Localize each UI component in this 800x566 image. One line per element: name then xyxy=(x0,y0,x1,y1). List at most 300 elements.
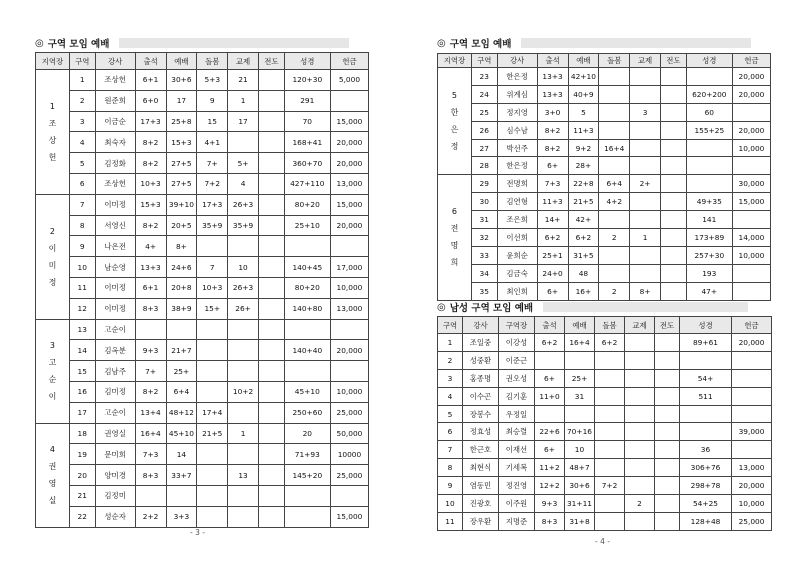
table-cell: 39,000 xyxy=(732,423,772,441)
table-cell xyxy=(258,485,284,506)
table-cell: 7+3 xyxy=(537,175,568,193)
table-row xyxy=(438,351,772,369)
table-cell: 7+3 xyxy=(135,444,166,465)
table-cell: 6 xyxy=(438,423,463,441)
table-cell: 6+4 xyxy=(599,175,630,193)
table-cell: 60 xyxy=(686,103,732,121)
table-cell: 32 xyxy=(471,229,497,247)
table-cell xyxy=(228,132,259,153)
table-row xyxy=(438,139,771,157)
table-row xyxy=(438,68,771,86)
table-cell xyxy=(228,236,259,257)
table-cell: 9+2 xyxy=(568,139,599,157)
table-row xyxy=(36,132,369,153)
table-cell xyxy=(625,423,655,441)
table-cell: 10,000 xyxy=(732,246,770,264)
column-header: 예배 xyxy=(166,53,197,70)
table-cell: 17 xyxy=(69,402,95,423)
table-cell xyxy=(284,236,330,257)
leader-label-char: 정 xyxy=(450,142,459,152)
table-cell: 21 xyxy=(69,485,95,506)
table-cell: 최승렬 xyxy=(499,423,535,441)
table-cell: 31+5 xyxy=(568,246,599,264)
table-cell: 12 xyxy=(69,298,95,319)
leader-name-cell xyxy=(438,68,472,175)
table-cell xyxy=(599,157,630,175)
table-cell xyxy=(197,340,228,361)
leader-label-char: 이 xyxy=(48,243,57,253)
table-cell xyxy=(258,423,284,444)
table-cell xyxy=(595,351,625,369)
table-row xyxy=(36,298,369,319)
table-cell xyxy=(655,512,680,530)
table-cell: 정효성 xyxy=(463,423,499,441)
table-cell: 16+ xyxy=(568,282,599,300)
table-cell xyxy=(197,506,228,527)
table-cell xyxy=(595,405,625,423)
table-cell: 168+41 xyxy=(284,132,330,153)
table-cell: 17 xyxy=(228,111,259,132)
table-cell xyxy=(330,361,368,382)
table-cell: 20,000 xyxy=(330,132,368,153)
table-cell: 13 xyxy=(228,465,259,486)
table-cell: 17+3 xyxy=(135,111,166,132)
table-cell: 30 xyxy=(471,193,497,211)
column-header: 전도 xyxy=(655,317,680,334)
table-cell xyxy=(732,387,772,405)
table-cell: 6+0 xyxy=(135,90,166,111)
column-header: 구역 xyxy=(438,317,463,334)
table-cell: 7+2 xyxy=(197,173,228,194)
table-cell: 173+89 xyxy=(686,229,732,247)
table-cell: 3+3 xyxy=(166,506,197,527)
table-cell xyxy=(330,236,368,257)
table-cell: 140+80 xyxy=(284,298,330,319)
table-cell: 25,000 xyxy=(330,402,368,423)
table-cell: 8+2 xyxy=(135,215,166,236)
table-cell xyxy=(228,361,259,382)
table-cell: 나온전 xyxy=(95,236,135,257)
table-cell: 16 xyxy=(69,381,95,402)
table-cell: 34 xyxy=(471,264,497,282)
table-cell: 35 xyxy=(471,282,497,300)
table-cell: 20 xyxy=(284,423,330,444)
table-cell: 19 xyxy=(69,444,95,465)
table-cell: 8+3 xyxy=(135,465,166,486)
leader-label-char: 조 xyxy=(48,118,57,128)
table-cell: 3 xyxy=(630,103,661,121)
table-cell: 진광호 xyxy=(463,495,499,513)
table-cell: 27+5 xyxy=(166,173,197,194)
table-cell: 장봉수 xyxy=(463,405,499,423)
table-cell xyxy=(655,423,680,441)
table-cell xyxy=(680,351,732,369)
table-cell: 42+10 xyxy=(568,68,599,86)
table-cell xyxy=(630,121,661,139)
table-cell: 9 xyxy=(69,236,95,257)
table-cell xyxy=(599,85,630,103)
table-cell: 8+3 xyxy=(535,512,565,530)
table-cell xyxy=(595,423,625,441)
table-cell: 54+25 xyxy=(680,495,732,513)
table-cell: 10+3 xyxy=(197,277,228,298)
table-cell: 17 xyxy=(166,90,197,111)
leader-label-char: 2 xyxy=(49,226,55,236)
table-cell: 511 xyxy=(680,387,732,405)
table-cell: 홍종명 xyxy=(463,369,499,387)
table-row xyxy=(36,236,369,257)
table-cell: 20,000 xyxy=(330,153,368,174)
column-header: 성경 xyxy=(686,54,732,68)
table-row xyxy=(438,423,772,441)
table-cell: 2 xyxy=(625,495,655,513)
table-cell: 15+3 xyxy=(135,194,166,215)
table-cell: 25+1 xyxy=(537,246,568,264)
table-cell xyxy=(686,175,732,193)
table-cell: 26+ xyxy=(228,298,259,319)
table-cell: 20,000 xyxy=(732,85,770,103)
table-cell xyxy=(595,512,625,530)
table-cell xyxy=(228,485,259,506)
table-cell: 17+4 xyxy=(197,402,228,423)
title-underline-bar xyxy=(521,38,751,48)
table-cell: 9 xyxy=(197,90,228,111)
table-cell: 이미정 xyxy=(95,194,135,215)
table-cell: 5 xyxy=(438,405,463,423)
table-cell xyxy=(599,246,630,264)
table-cell xyxy=(258,319,284,340)
table-cell: 문미희 xyxy=(95,444,135,465)
table-cell: 13+4 xyxy=(135,402,166,423)
table-cell: 6+2 xyxy=(568,229,599,247)
table-cell: 128+48 xyxy=(680,512,732,530)
leader-label-char: 명 xyxy=(450,241,459,251)
leader-label-char: 4 xyxy=(49,445,55,455)
table-row xyxy=(36,90,369,111)
table-cell xyxy=(625,369,655,387)
table-cell: 16+4 xyxy=(135,423,166,444)
table-cell: 7+2 xyxy=(595,477,625,495)
table-cell xyxy=(258,402,284,423)
column-header: 전도 xyxy=(258,53,284,70)
column-header: 헌금 xyxy=(732,317,772,334)
table-cell: 김남주 xyxy=(95,361,135,382)
column-header: 출석 xyxy=(537,54,568,68)
table-cell: 7 xyxy=(69,194,95,215)
table-cell: 33+7 xyxy=(166,465,197,486)
table-cell: 최인희 xyxy=(497,282,537,300)
table-row xyxy=(438,282,771,300)
table-cell: 이주원 xyxy=(499,495,535,513)
table-cell: 윤희순 xyxy=(497,246,537,264)
table-cell: 15+3 xyxy=(166,132,197,153)
table-cell: 20+8 xyxy=(166,277,197,298)
leader-label-char: 미 xyxy=(48,260,57,270)
leader-label-char: 영 xyxy=(48,479,57,489)
table-cell: 5+ xyxy=(228,153,259,174)
table-cell xyxy=(258,153,284,174)
table-row xyxy=(438,211,771,229)
table-cell: 11+0 xyxy=(535,387,565,405)
table-cell: 6+ xyxy=(535,369,565,387)
table-cell: 이재선 xyxy=(499,441,535,459)
table-cell: 3 xyxy=(438,369,463,387)
table-cell: 20,000 xyxy=(732,334,772,352)
column-header: 교제 xyxy=(630,54,661,68)
table-cell: 18 xyxy=(69,423,95,444)
table-cell: 1 xyxy=(69,70,95,91)
table-cell xyxy=(258,215,284,236)
mens-attendance-table xyxy=(437,316,772,531)
table-cell: 26 xyxy=(471,121,497,139)
table-row xyxy=(438,477,772,495)
circle-bullet-icon: ◎ xyxy=(437,301,446,313)
leader-label-char: 은 xyxy=(450,125,459,135)
table-cell: 6+ xyxy=(535,441,565,459)
circle-bullet-icon: ◎ xyxy=(437,37,446,49)
table-cell: 한은정 xyxy=(497,68,537,86)
table-cell: 8+2 xyxy=(537,139,568,157)
table-cell xyxy=(655,459,680,477)
table-cell xyxy=(197,319,228,340)
table-cell: 21+5 xyxy=(568,193,599,211)
table-cell xyxy=(630,68,661,86)
table-cell xyxy=(258,194,284,215)
table-cell: 48 xyxy=(568,264,599,282)
table-cell xyxy=(228,506,259,527)
table-cell: 8 xyxy=(69,215,95,236)
table-cell xyxy=(258,340,284,361)
leader-name-cell xyxy=(36,423,70,527)
table-cell: 양미경 xyxy=(95,465,135,486)
leader-label-char: 이 xyxy=(48,392,57,402)
table-row xyxy=(36,361,369,382)
right-attendance-table xyxy=(437,53,771,301)
column-header: 출석 xyxy=(135,53,166,70)
table-row xyxy=(438,369,772,387)
table-cell xyxy=(595,459,625,477)
table-cell xyxy=(660,211,686,229)
table-cell xyxy=(599,211,630,229)
table-cell: 권오성 xyxy=(499,369,535,387)
right-section-title-2: ◎ 남성 구역 모임 예배 xyxy=(437,300,748,314)
table-cell: 8+ xyxy=(630,282,661,300)
table-cell: 조상헌 xyxy=(95,70,135,91)
table-cell xyxy=(625,351,655,369)
column-header: 구역 xyxy=(471,54,497,68)
table-cell: 21+7 xyxy=(166,340,197,361)
table-cell xyxy=(330,485,368,506)
table-cell: 20,000 xyxy=(732,477,772,495)
table-cell xyxy=(732,351,772,369)
table-cell xyxy=(625,441,655,459)
table-row xyxy=(36,194,369,215)
table-cell xyxy=(258,298,284,319)
leader-label-char: 헌 xyxy=(48,152,57,162)
table-cell xyxy=(228,402,259,423)
table-cell: 24+0 xyxy=(537,264,568,282)
table-cell xyxy=(228,444,259,465)
table-cell: 250+60 xyxy=(284,402,330,423)
column-header: 돌봄 xyxy=(197,53,228,70)
table-cell xyxy=(630,157,661,175)
table-cell xyxy=(197,236,228,257)
table-cell: 9+3 xyxy=(535,495,565,513)
table-cell: 10+3 xyxy=(135,173,166,194)
table-cell: 31+8 xyxy=(565,512,595,530)
table-cell: 54+ xyxy=(680,369,732,387)
table-row xyxy=(438,387,772,405)
table-cell xyxy=(686,139,732,157)
table-row xyxy=(438,405,772,423)
table-cell: 8+2 xyxy=(135,132,166,153)
table-cell: 13+3 xyxy=(537,85,568,103)
table-row xyxy=(36,340,369,361)
table-cell: 10000 xyxy=(330,444,368,465)
table-cell: 위계심 xyxy=(497,85,537,103)
leader-label-char: 상 xyxy=(48,135,57,145)
table-cell xyxy=(258,236,284,257)
table-cell: 33 xyxy=(471,246,497,264)
table-cell: 427+110 xyxy=(284,173,330,194)
column-header: 지역장 xyxy=(36,53,70,70)
table-header-row xyxy=(438,317,772,334)
table-row xyxy=(438,121,771,139)
table-cell: 24+6 xyxy=(166,257,197,278)
table-cell xyxy=(599,68,630,86)
table-cell xyxy=(258,277,284,298)
table-cell: 1 xyxy=(228,90,259,111)
table-cell: 이미정 xyxy=(95,298,135,319)
table-cell: 권영실 xyxy=(95,423,135,444)
table-cell xyxy=(197,361,228,382)
table-cell xyxy=(258,381,284,402)
table-cell: 35+9 xyxy=(197,215,228,236)
table-cell: 20,000 xyxy=(330,215,368,236)
table-cell xyxy=(166,485,197,506)
right-section-title-1: ◎ 구역 모임 예배 xyxy=(437,36,751,50)
table-cell: 10+2 xyxy=(228,381,259,402)
leader-label-char: 한 xyxy=(450,108,459,118)
table-row xyxy=(438,85,771,103)
table-cell: 25+8 xyxy=(166,111,197,132)
table-cell: 조일중 xyxy=(463,334,499,352)
table-cell xyxy=(732,103,770,121)
table-cell: 김옥분 xyxy=(95,340,135,361)
table-cell: 28+ xyxy=(568,157,599,175)
table-cell xyxy=(258,111,284,132)
table-cell: 20,000 xyxy=(732,68,770,86)
column-header: 교제 xyxy=(625,317,655,334)
table-cell: 2 xyxy=(438,351,463,369)
table-row xyxy=(36,153,369,174)
table-cell: 4 xyxy=(69,132,95,153)
table-cell: 17+3 xyxy=(197,194,228,215)
table-cell: 이금순 xyxy=(95,111,135,132)
table-cell: 20+5 xyxy=(166,215,197,236)
column-header: 돌봄 xyxy=(595,317,625,334)
table-cell: 140+40 xyxy=(284,340,330,361)
table-cell: 1 xyxy=(630,229,661,247)
table-cell xyxy=(625,387,655,405)
table-row xyxy=(36,506,369,527)
table-row xyxy=(438,459,772,477)
title-underline-bar xyxy=(543,302,748,312)
table-row xyxy=(438,512,772,530)
table-cell xyxy=(655,369,680,387)
table-cell: 4+2 xyxy=(599,193,630,211)
table-cell: 8 xyxy=(438,459,463,477)
table-cell: 39+10 xyxy=(166,194,197,215)
leader-label-char: 권 xyxy=(48,462,57,472)
title-underline-bar xyxy=(119,38,349,48)
table-cell: 30+6 xyxy=(565,477,595,495)
table-row xyxy=(36,319,369,340)
table-cell: 13,000 xyxy=(732,459,772,477)
table-cell xyxy=(660,246,686,264)
table-cell: 6+2 xyxy=(537,229,568,247)
table-cell xyxy=(625,459,655,477)
table-cell: 360+70 xyxy=(284,153,330,174)
table-cell: 10,000 xyxy=(330,277,368,298)
table-cell xyxy=(680,405,732,423)
table-cell: 48+7 xyxy=(565,459,595,477)
table-cell: 6+4 xyxy=(166,381,197,402)
table-row xyxy=(36,257,369,278)
table-cell xyxy=(732,405,772,423)
leader-name-cell xyxy=(438,175,472,300)
leader-label-char: 희 xyxy=(450,258,459,268)
table-cell xyxy=(630,85,661,103)
table-cell xyxy=(197,465,228,486)
table-cell: 71+93 xyxy=(284,444,330,465)
table-cell xyxy=(732,211,770,229)
table-cell: 10 xyxy=(69,257,95,278)
table-cell xyxy=(655,477,680,495)
table-cell: 7+ xyxy=(197,153,228,174)
table-cell: 50,000 xyxy=(330,423,368,444)
table-cell: 성순자 xyxy=(95,506,135,527)
table-cell: 박선주 xyxy=(497,139,537,157)
table-cell xyxy=(197,485,228,506)
table-cell xyxy=(284,485,330,506)
table-cell: 8+2 xyxy=(135,153,166,174)
table-cell: 31 xyxy=(565,387,595,405)
table-cell: 4 xyxy=(228,173,259,194)
table-cell: 장우환 xyxy=(463,512,499,530)
table-cell: 48+12 xyxy=(166,402,197,423)
table-cell xyxy=(535,405,565,423)
table-row xyxy=(438,193,771,211)
table-cell: 21 xyxy=(228,70,259,91)
table-cell: 13,000 xyxy=(330,298,368,319)
table-cell xyxy=(732,157,770,175)
table-cell: 80+20 xyxy=(284,194,330,215)
table-header-row xyxy=(36,53,369,70)
table-cell: 30,000 xyxy=(732,175,770,193)
table-cell: 7 xyxy=(438,441,463,459)
table-cell xyxy=(595,387,625,405)
table-cell: 120+30 xyxy=(284,70,330,91)
table-cell: 고순이 xyxy=(95,319,135,340)
table-cell: 20,000 xyxy=(732,121,770,139)
table-cell: 28 xyxy=(471,157,497,175)
table-cell: 서영신 xyxy=(95,215,135,236)
table-cell xyxy=(258,132,284,153)
table-row xyxy=(36,465,369,486)
table-cell: 13 xyxy=(69,319,95,340)
table-row xyxy=(36,70,369,91)
